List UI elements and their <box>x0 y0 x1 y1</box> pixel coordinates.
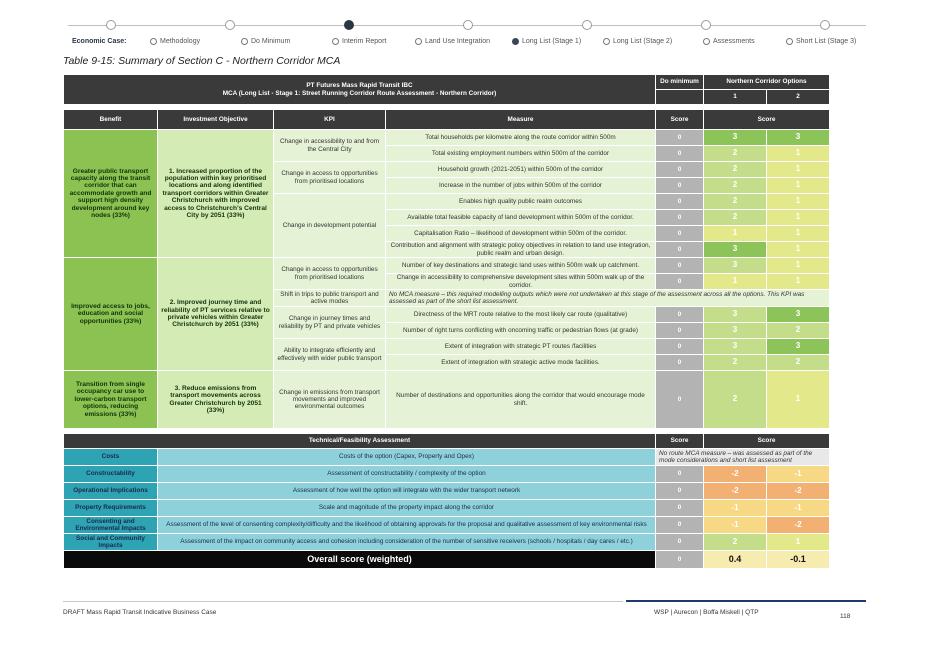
overall-label: Overall score (weighted) <box>64 551 656 569</box>
tech-row <box>64 534 830 551</box>
table-row <box>64 258 830 274</box>
measure-cell: Extent of integration with strategic active mode facilities. <box>386 355 656 371</box>
score-do-minimum: 0 <box>656 242 704 258</box>
radio-icon <box>786 38 793 45</box>
kpi-cell: Change in access to opportunities from prioritised locations <box>274 162 386 194</box>
score-option-1: 2 <box>704 371 767 429</box>
score-option-1: -2 <box>704 483 767 500</box>
measure-cell: Contribution and alignment with strategic policy objectives in relation to land use integration, public realm and urban design. <box>386 242 656 258</box>
score-option-1: -1 <box>704 517 767 534</box>
score-do-minimum: 0 <box>656 274 704 290</box>
benefit-cell: Improved access to jobs, education and social opportunities (33%) <box>64 258 158 371</box>
score-do-minimum: 0 <box>656 466 704 483</box>
radio-icon <box>603 38 610 45</box>
measure-cell: Number of right turns conflicting with oncoming traffic or pedestrian flows (at grade) <box>386 323 656 339</box>
score-option-2: -1 <box>767 466 830 483</box>
measure-cell: Number of destinations and opportunities along the corridor that would encourage mode shift. <box>386 371 656 429</box>
score-option-1: -2 <box>704 466 767 483</box>
tech-desc: Assessment of the impact on community access and cohesion including consideration of the number of sensitive receivers (schools / hospitals / day cares / etc.) <box>158 534 656 551</box>
tech-label: Social and Community Impacts <box>64 534 158 551</box>
footer-accent-line <box>626 600 866 602</box>
score-option-2: 1 <box>767 226 830 242</box>
mca-table <box>63 74 830 569</box>
score-do-minimum: 0 <box>656 210 704 226</box>
score-option-1: -1 <box>704 500 767 517</box>
measure-cell: Change in accessibility to comprehensive development sites within 500m walk up of the corridor. <box>386 274 656 290</box>
kpi-cell: Change in journey times and reliability by PT and private vehicles <box>274 307 386 339</box>
tech-label: Property Requirements <box>64 500 158 517</box>
score-do-minimum: 0 <box>656 258 704 274</box>
progress-node-5[interactable] <box>582 20 592 30</box>
progress-node-2[interactable] <box>225 20 235 30</box>
footer-authors: WSP | Aurecon | Boffa Miskell | QTP <box>654 609 759 616</box>
shift-note: No MCA measure – this required modelling outputs which were not undertaken at this stage of the assessment across all the options. This KPI was assessed as part of the short list assessment. <box>386 290 830 307</box>
score-option-2: 1 <box>767 274 830 290</box>
score-do-minimum: 0 <box>656 500 704 517</box>
measure-cell: Directness of the MRT route relative to the most likely car route (qualitative) <box>386 307 656 323</box>
kpi-cell: Change in accessibility to and from the Central City <box>274 130 386 162</box>
kpi-cell: Ability to integrate efficiently and effectively with wider public transport <box>274 339 386 371</box>
score-do-minimum: 0 <box>656 194 704 210</box>
score-option-1: 3 <box>704 307 767 323</box>
nav-item-assessments[interactable]: Assessments <box>703 38 755 45</box>
radio-icon <box>703 38 710 45</box>
tech-row <box>64 483 830 500</box>
score-option-2: 1 <box>767 210 830 226</box>
score-option-2: 1 <box>767 194 830 210</box>
score-option-1: 3 <box>704 323 767 339</box>
tech-header: Technical/Feasibility Assessment <box>64 434 656 449</box>
page-number: 118 <box>840 613 851 620</box>
measure-cell: Total existing employment numbers within 500m of the corridor <box>386 146 656 162</box>
score-option-1: 2 <box>704 162 767 178</box>
nav-item-long-list-stage-2[interactable]: Long List (Stage 2) <box>603 38 672 45</box>
tech-desc: Assessment of how well the option will integrate with the wider transport network <box>158 483 656 500</box>
progress-node-6[interactable] <box>701 20 711 30</box>
measure-cell: Number of key destinations and strategic land uses within 500m walk up catchment. <box>386 258 656 274</box>
score-option-2: 1 <box>767 258 830 274</box>
score-do-minimum: 0 <box>656 483 704 500</box>
option-2-header: 2 <box>767 90 830 105</box>
measure-cell: Extent of integration with strategic PT routes /facilities <box>386 339 656 355</box>
score-option-1: 2 <box>704 210 767 226</box>
score-option-2: 2 <box>767 323 830 339</box>
overall-row <box>64 551 830 569</box>
tech-score-header: Score <box>656 434 704 449</box>
nav-item-methodology[interactable]: Methodology <box>150 38 200 45</box>
progress-node-4[interactable] <box>463 20 473 30</box>
score-option-2: 1 <box>767 162 830 178</box>
measure-cell: Available total feasible capacity of land development within 500m of the corridor. <box>386 210 656 226</box>
footer-document-title: DRAFT Mass Rapid Transit Indicative Business Case <box>63 609 217 616</box>
kpi-cell: Shift in trips to public transport and active modes <box>274 290 386 307</box>
score-option-2: 1 <box>767 242 830 258</box>
tech-label: Consenting and Environmental Impacts <box>64 517 158 534</box>
score-do-minimum: 0 <box>656 162 704 178</box>
col-option-score-header: Score <box>704 110 830 130</box>
tech-desc: Assessment of the level of consenting complexity/difficulty and the likelihood of obtaining approvals for the proposal and qualitative assessment of key environmental risks <box>158 517 656 534</box>
tech-desc: Scale and magnitude of the property impact along the corridor <box>158 500 656 517</box>
score-option-1: 3 <box>704 339 767 355</box>
score-do-minimum: 0 <box>656 517 704 534</box>
score-option-1: 3 <box>704 130 767 146</box>
tech-option-score-header: Score <box>704 434 830 449</box>
tech-label: Constructability <box>64 466 158 483</box>
score-option-1: 2 <box>704 146 767 162</box>
score-option-2: 2 <box>767 355 830 371</box>
tech-desc: Costs of the option (Capex, Property and Opex) <box>158 449 656 466</box>
table-row <box>64 130 830 146</box>
table-title-cell <box>64 75 656 105</box>
footer-divider <box>63 601 623 602</box>
score-option-2: 1 <box>767 371 830 429</box>
table-subtitle: MCA (Long List - Stage 1: Street Running Corridor Route Assessment - Northern Corridor) <box>222 89 497 97</box>
score-do-minimum: 0 <box>656 339 704 355</box>
score-do-minimum: 0 <box>656 178 704 194</box>
economic-case-label: Economic Case: <box>72 38 127 45</box>
kpi-cell: Change in emissions from transport movements and improved environmental outcomes <box>274 371 386 429</box>
score-option-1: 2 <box>704 194 767 210</box>
overall-option-2: -0.1 <box>767 551 830 569</box>
progress-node-3-active[interactable] <box>344 20 354 30</box>
score-option-1: 2 <box>704 178 767 194</box>
measure-cell: Total households per kilometre along the route corridor within 500m <box>386 130 656 146</box>
objective-cell: 2. Improved journey time and reliability of PT services relative to private vehicles within Greater Christchurch by 2051 (33%) <box>158 258 274 371</box>
score-do-minimum: 0 <box>656 371 704 429</box>
overall-do-minimum: 0 <box>656 551 704 569</box>
measure-cell: Enables high quality public realm outcomes <box>386 194 656 210</box>
score-option-2: 3 <box>767 130 830 146</box>
col-benefit-header: Benefit <box>64 110 158 130</box>
nav-item-land-use-integration[interactable]: Land Use Integration <box>415 38 490 45</box>
tech-row <box>64 500 830 517</box>
radio-selected-icon <box>512 38 519 45</box>
table-row <box>64 371 830 429</box>
radio-icon <box>332 38 339 45</box>
tech-label: Costs <box>64 449 158 466</box>
kpi-cell: Change in development potential <box>274 194 386 258</box>
nav-item-long-list-stage-1[interactable]: Long List (Stage 1) <box>512 38 581 45</box>
radio-icon <box>150 38 157 45</box>
score-option-1: 3 <box>704 258 767 274</box>
benefit-cell: Transition from single occupancy car use to lower-carbon transport options, reducing emissions (33%) <box>64 371 158 429</box>
score-option-1: 2 <box>704 355 767 371</box>
col-objective-header: Investment Objective <box>158 110 274 130</box>
score-do-minimum: 0 <box>656 534 704 551</box>
score-option-2: -2 <box>767 517 830 534</box>
score-option-2: 1 <box>767 146 830 162</box>
tech-row <box>64 517 830 534</box>
option-1-header: 1 <box>704 90 767 105</box>
score-option-1: 3 <box>704 242 767 258</box>
progress-node-1[interactable] <box>106 20 116 30</box>
measure-cell: Increase in the number of jobs within 500m of the corridor <box>386 178 656 194</box>
overall-option-1: 0.4 <box>704 551 767 569</box>
nav-item-do-minimum[interactable]: Do Minimum <box>241 38 290 45</box>
score-option-1: 2 <box>704 534 767 551</box>
score-do-minimum: 0 <box>656 226 704 242</box>
score-option-2: 1 <box>767 178 830 194</box>
options-header: Northern Corridor Options <box>704 75 830 90</box>
measure-cell: Household growth (2021-2051) within 500m of the corridor <box>386 162 656 178</box>
score-do-minimum: 0 <box>656 146 704 162</box>
tech-row <box>64 449 830 466</box>
tech-label: Operational Implications <box>64 483 158 500</box>
col-kpi-header: KPI <box>274 110 386 130</box>
objective-cell: 1. Increased proportion of the population within key prioritised locations and along identified transport corridors within Greater Christchurch with improved access to Christchurch's Central City by 2051 (33%) <box>158 130 274 258</box>
radio-icon <box>241 38 248 45</box>
benefit-cell: Greater public transport capacity along the transit corridor that can accommodate growth and support high density development around key nodes (33%) <box>64 130 158 258</box>
score-option-2: 1 <box>767 534 830 551</box>
col-measure-header: Measure <box>386 110 656 130</box>
nav-item-interim-report[interactable]: Interim Report <box>332 38 386 45</box>
score-do-minimum: 0 <box>656 355 704 371</box>
nav-item-short-list-stage-3[interactable]: Short List (Stage 3) <box>786 38 856 45</box>
score-do-minimum: 0 <box>656 323 704 339</box>
score-option-2: -1 <box>767 500 830 517</box>
score-option-1: 1 <box>704 274 767 290</box>
score-option-1: 1 <box>704 226 767 242</box>
costs-note: No route MCA measure – was assessed as part of the mode considerations and short list assessment <box>656 449 830 466</box>
score-option-2: -2 <box>767 483 830 500</box>
table-title: PT Futures Mass Rapid Transit IBC <box>306 82 413 90</box>
measure-cell: Capitalisation Ratio – likelihood of development within 500m of the corridor. <box>386 226 656 242</box>
tech-desc: Assessment of constructability / complexity of the option <box>158 466 656 483</box>
col-score-header: Score <box>656 110 704 130</box>
kpi-cell: Change in access to opportunities from prioritised locations <box>274 258 386 290</box>
table-caption: Table 9-15: Summary of Section C - Northern Corridor MCA <box>63 55 341 67</box>
score-do-minimum: 0 <box>656 130 704 146</box>
score-do-minimum: 0 <box>656 307 704 323</box>
do-minimum-blank <box>656 90 704 105</box>
do-minimum-header: Do minimum <box>656 75 704 90</box>
radio-icon <box>415 38 422 45</box>
score-option-2: 3 <box>767 339 830 355</box>
tech-row <box>64 466 830 483</box>
progress-node-7[interactable] <box>820 20 830 30</box>
score-option-2: 3 <box>767 307 830 323</box>
objective-cell: 3. Reduce emissions from transport movements across Greater Christchurch by 2051 (33%) <box>158 371 274 429</box>
